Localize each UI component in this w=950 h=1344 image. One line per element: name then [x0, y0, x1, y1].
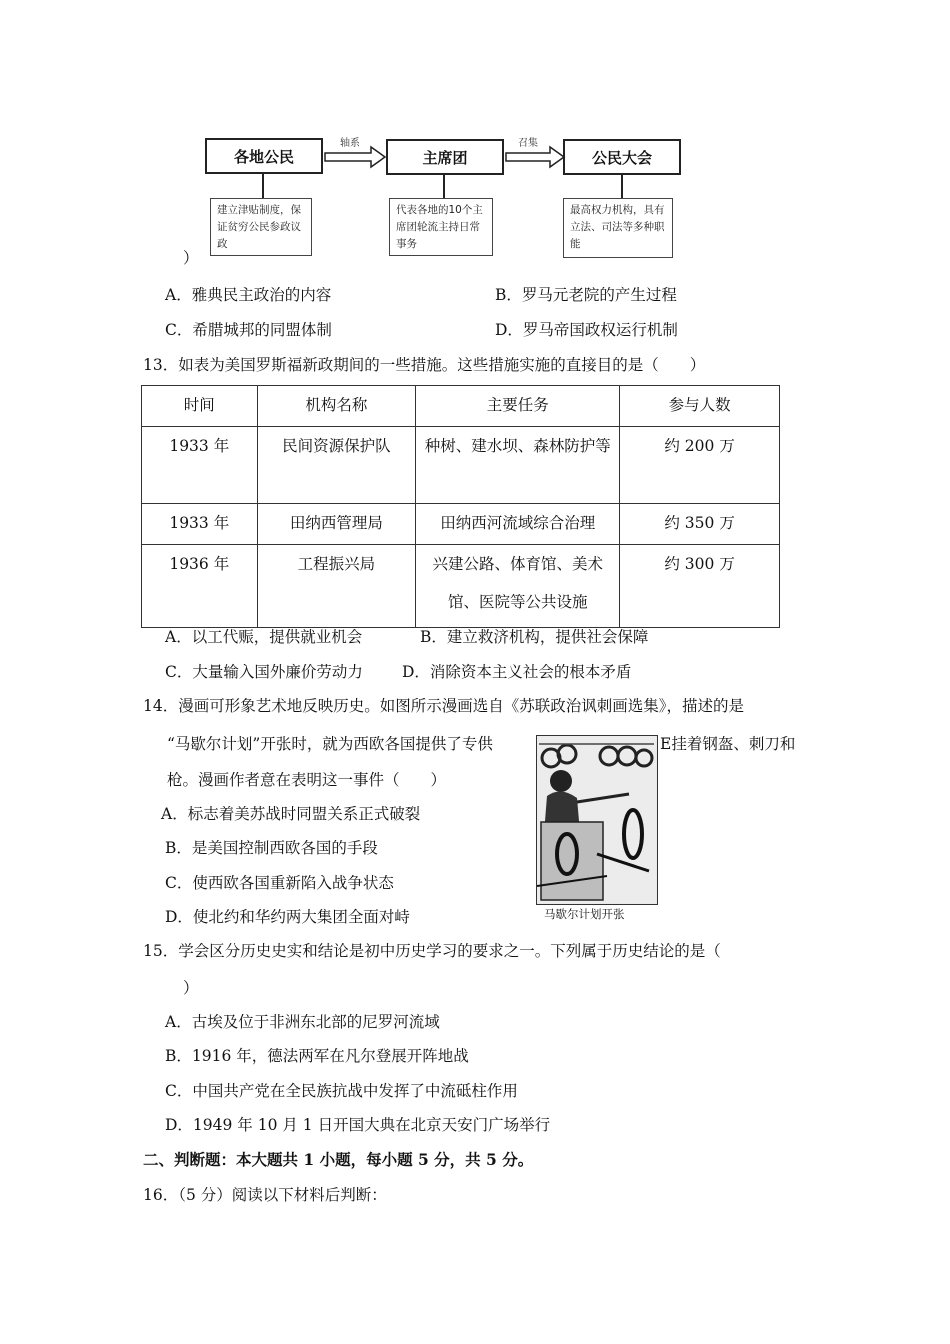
q12-option-d: D．罗马帝国政权运行机制 — [495, 321, 678, 339]
box-assembly: 公民大会 — [563, 139, 681, 175]
q15-option-a: A．古埃及位于非洲东北部的尼罗河流域 — [165, 1013, 440, 1031]
q15-stem-line2: ） — [183, 979, 199, 997]
cartoon-caption: 马歇尔计划开张 — [544, 907, 625, 921]
table-header: 时间 — [142, 386, 258, 427]
q13-option-a: A．以工代赈，提供就业机会 — [165, 628, 363, 646]
q12-option-a: A．雅典民主政治的内容 — [165, 286, 332, 304]
box-citizens: 各地公民 — [205, 138, 323, 174]
q15-option-b: B．1916 年，德法两军在凡尔登展开阵地战 — [165, 1047, 469, 1065]
q13-table — [141, 385, 780, 628]
table-cell: 1933 年 — [142, 427, 258, 504]
connector — [262, 174, 264, 198]
q14-stem-line1: 14．漫画可形象艺术地反映历史。如图所示漫画选自《苏联政治讽刺画选集》，描述的是 — [143, 697, 744, 715]
table-row — [142, 427, 780, 504]
cartoon-illustration — [537, 736, 656, 903]
table-cell: 工程振兴局 — [257, 545, 416, 628]
table-cell: 田纳西管理局 — [257, 504, 416, 545]
q12-option-c: C．希腊城邦的同盟体制 — [165, 321, 332, 339]
q14-option-d: D．使北约和华约两大集团全面对峙 — [165, 908, 410, 926]
table-cell: 种树、建水坝、森林防护等 — [416, 427, 620, 504]
table-header-row — [142, 386, 780, 427]
q14-stem-line3: 枪。漫画作者意在表明这一事件（ ） — [167, 771, 447, 789]
q12-option-b: B．罗马元老院的产生过程 — [495, 286, 677, 304]
q14-option-a: A．标志着美苏战时同盟关系正式破裂 — [161, 805, 421, 823]
marshall-plan-cartoon — [536, 735, 658, 905]
section-heading: 二、判断题：本大题共 1 小题，每小题 5 分，共 5 分。 — [143, 1150, 534, 1169]
table-header: 参与人数 — [620, 386, 780, 427]
connector — [621, 175, 623, 198]
note-assembly: 最高权力机构，具有立法、司法等多种职能 — [563, 198, 673, 258]
table-cell: 1933 年 — [142, 504, 258, 545]
table-cell: 1936 年 — [142, 545, 258, 628]
note-presidium: 代表各地的10个主席团轮流主持日常事务 — [389, 198, 493, 256]
q15-option-c: C．中国共产党在全民族抗战中发挥了中流砥柱作用 — [165, 1082, 518, 1100]
table-cell: 田纳西河流域综合治理 — [416, 504, 620, 545]
arrow2-label: 召集 — [518, 138, 538, 149]
q14-option-c: C．使西欧各国重新陷入战争状态 — [165, 874, 394, 892]
table-cell: 约 300 万 — [620, 545, 780, 628]
q15-stem-line1: 15．学会区分历史史实和结论是初中历史学习的要求之一。下列属于历史结论的是（ — [143, 942, 721, 960]
note-citizens: 建立津贴制度，保证贫穷公民参政议政 — [210, 198, 312, 256]
table-cell: 约 350 万 — [620, 504, 780, 545]
table-header: 主要任务 — [416, 386, 620, 427]
table-cell: 民间资源保护队 — [257, 427, 416, 504]
table-cell: 兴建公路、体育馆、美术馆、医院等公共设施 — [416, 545, 620, 628]
q13-option-d: D．消除资本主义社会的根本矛盾 — [402, 663, 632, 681]
q13-stem: 13．如表为美国罗斯福新政期间的一些措施。这些措施实施的直接目的是（ ） — [143, 356, 706, 374]
q16-stem: 16．（5 分）阅读以下材料后判断： — [143, 1186, 387, 1204]
table-row — [142, 545, 780, 628]
box-presidium: 主席团 — [386, 139, 504, 175]
q14-stem-line2b: E挂着钢盔、刺刀和 — [660, 735, 796, 753]
q12-tail: ） — [183, 249, 199, 267]
table-row — [142, 504, 780, 545]
q14-option-b: B．是美国控制西欧各国的手段 — [165, 839, 378, 857]
connector — [443, 175, 445, 198]
arrow1-label: 轴系 — [340, 138, 360, 149]
table-cell: 约 200 万 — [620, 427, 780, 504]
q13-option-b: B．建立救济机构，提供社会保障 — [420, 628, 649, 646]
q15-option-d: D．1949 年 10 月 1 日开国大典在北京天安门广场举行 — [165, 1116, 551, 1134]
q14-stem-line2a: “马歇尔计划”开张时，就为西欧各国提供了专供 — [167, 735, 493, 753]
table-header: 机构名称 — [257, 386, 416, 427]
q13-option-c: C．大量输入国外廉价劳动力 — [165, 663, 363, 681]
